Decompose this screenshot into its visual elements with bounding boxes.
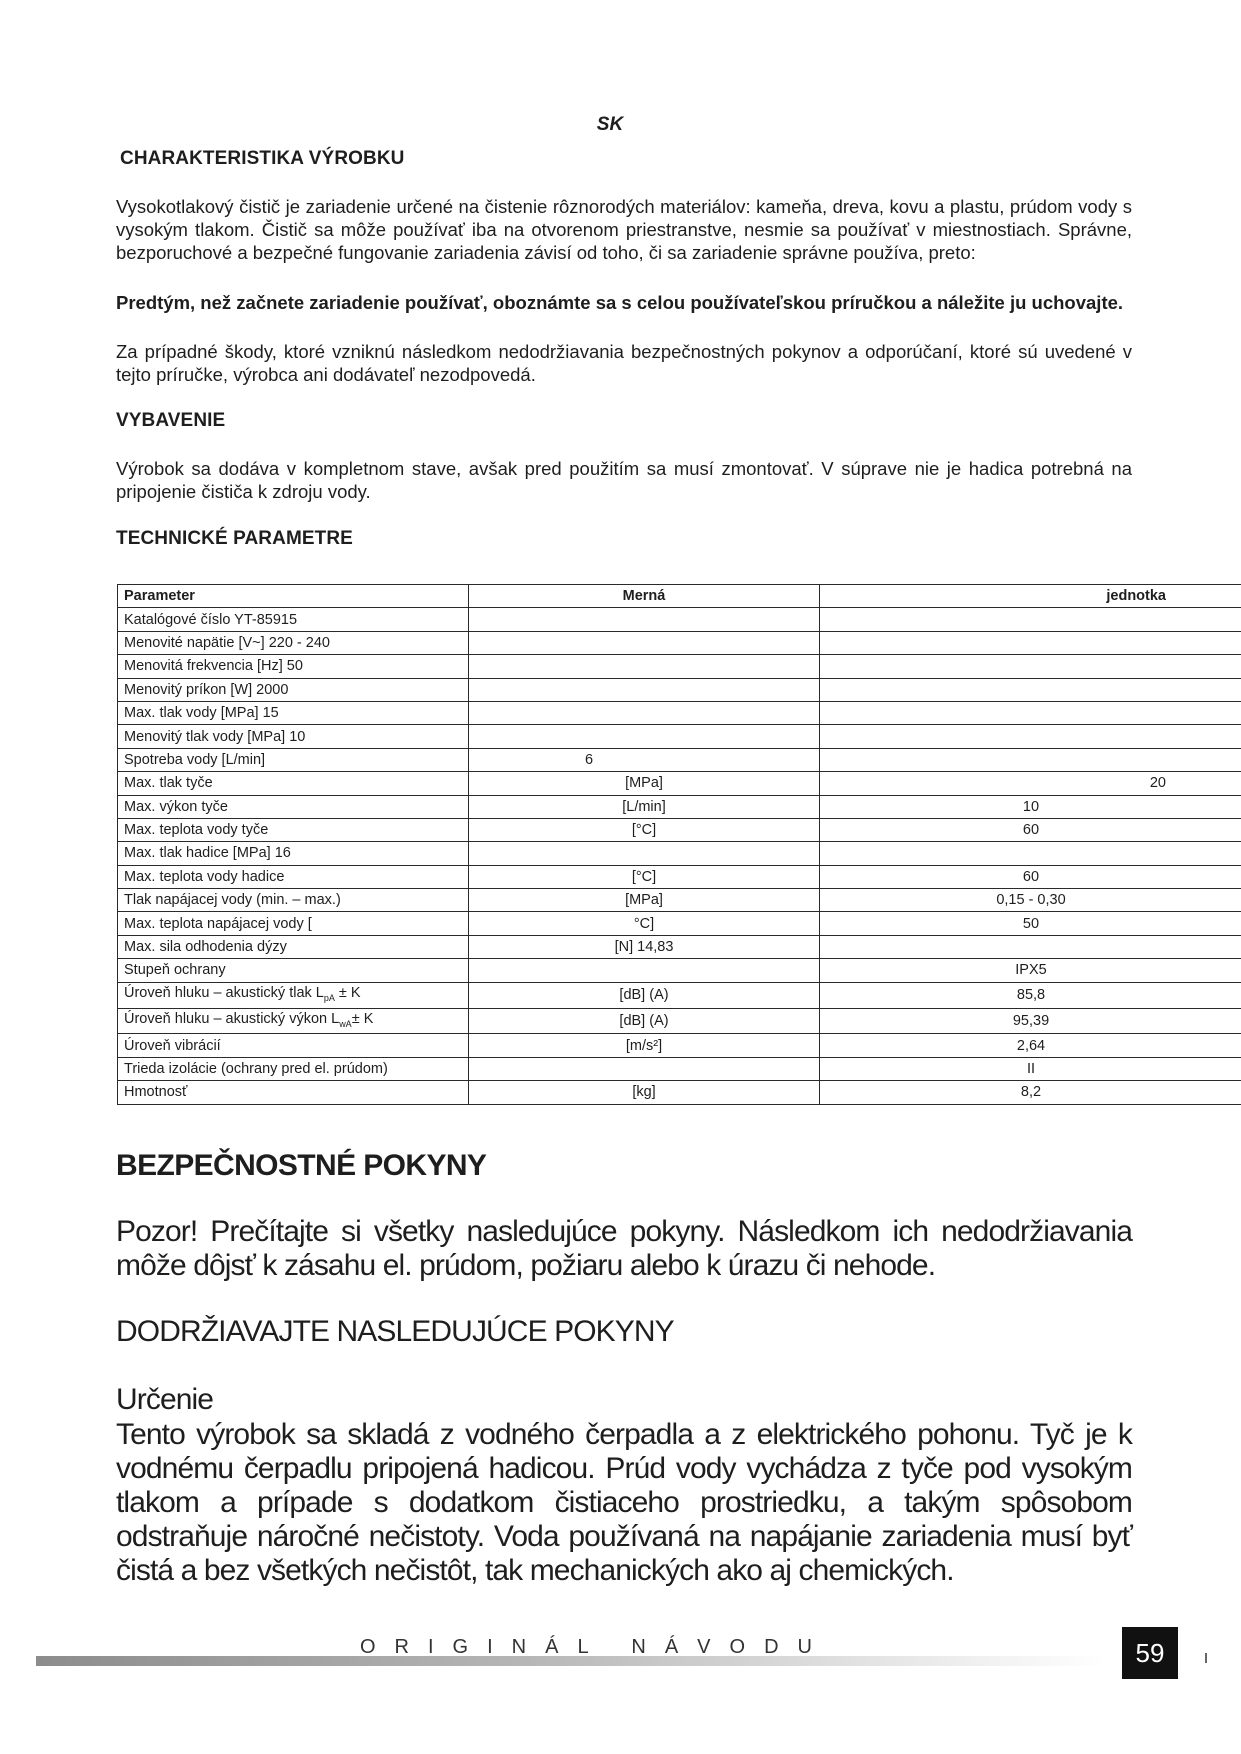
row-unit: [N] 14,83 [469,935,820,958]
row-value: II [820,1057,1241,1080]
row-parameter: Katalógové číslo YT-85915 [118,608,469,631]
row-unit: 6 [469,748,820,771]
table-header-row [118,585,1241,608]
table-row [118,1057,1241,1080]
safety-warning: Pozor! Prečítajte si všetky nasledujúce pokyny. Následkom ich nedodržiavania môže dôjsť k zásahu el. prúdom, požiaru alebo k úrazu či nehode. [116,1215,1132,1282]
row-unit [469,725,820,748]
row-unit: [MPa] [469,772,820,795]
table-row [118,655,1241,678]
characteristics-paragraph: Vysokotlakový čistič je zariadenie určené na čistenie rôznorodých materiálov: kameňa, dreva, kovu a plastu, prúdom vody s vysokým tlakom. Čistič sa môže používať iba na otvorenom priestranstve, nesmie sa používať v miestnostiach. Správne, bezporuchové a bezpečné fungovanie zariadenia závisí od toho, či sa zariadenie správne používa, preto: [116,196,1132,263]
row-unit: [L/min] [469,795,820,818]
footer-original-manual: ORIGINÁL NÁVODU [360,1636,831,1658]
row-unit [469,959,820,982]
row-unit [469,631,820,654]
row-parameter-text: Úroveň hluku – akustický výkon L [124,1010,340,1027]
row-unit [469,842,820,865]
row-parameter: Max. teplota vody hadice [118,865,469,888]
row-unit: [kg] [469,1081,820,1104]
table-row [118,608,1241,631]
row-value: 95,39 [820,1008,1241,1034]
row-value [820,608,1241,631]
row-value: 50 [820,912,1241,935]
technical-parameters-table [117,584,1241,1105]
table-row [118,818,1241,841]
row-unit: [dB] (A) [469,1008,820,1034]
row-parameter: Max. teplota vody tyče [118,818,469,841]
row-parameter: Max. tlak tyče [118,772,469,795]
row-parameter: Spotreba vody [L/min] [118,748,469,771]
row-parameter: Hmotnosť [118,1081,469,1104]
table-row [118,678,1241,701]
table-row [118,959,1241,982]
purpose-title: Určenie [116,1383,214,1416]
row-value [820,631,1241,654]
row-unit [469,655,820,678]
table-row [118,982,1241,1008]
read-manual-note: Predtým, než začnete zariadenie používať, oboznámte sa s celou používateľskou príručkou a náležite ju uchovajte. [116,292,1124,313]
table-row [118,725,1241,748]
row-parameter [118,1008,469,1034]
row-parameter: Trieda izolácie (ochrany pred el. prúdom) [118,1057,469,1080]
header-unit-2: jednotka [820,585,1241,608]
table-row [118,1081,1241,1104]
row-value: 8,2 [820,1081,1241,1104]
row-parameter: Stupeň ochrany [118,959,469,982]
row-value [820,935,1241,958]
table-row [118,935,1241,958]
row-value: 60 [820,865,1241,888]
tolerance-k: ± K [351,1010,374,1027]
row-value: 2,64 [820,1034,1241,1057]
row-parameter: Tlak napájacej vody (min. – max.) [118,889,469,912]
table-row [118,912,1241,935]
table-row [118,889,1241,912]
row-unit: [°C] [469,818,820,841]
row-value: 0,15 - 0,30 [820,889,1241,912]
header-parameter: Parameter [118,585,469,608]
row-parameter: Úroveň vibrácií [118,1034,469,1057]
table-row [118,795,1241,818]
section-title-equipment: VYBAVENIE [116,410,226,431]
row-unit [469,1057,820,1080]
row-parameter: Menovité napätie [V~] 220 - 240 [118,631,469,654]
row-parameter-text: Úroveň hluku – akustický tlak L [124,984,324,1001]
purpose-text: Tento výrobok sa skladá z vodného čerpadla a z elektrického pohonu. Tyč je k vodnému čerpadlu pripojená hadicou. Prúd vody vychádza z tyče pod vysokým tlakom a prípade s dodatkom čistiaceho prostriedku, a takým spôsobom odstraňuje náročné nečistoty. Voda používaná na napájanie zariadenia musí byť čistá a bez všetkých nečistôt, tak mechanických ako aj chemických. [116,1418,1132,1587]
row-parameter: Max. tlak vody [MPa] 15 [118,701,469,724]
row-value [820,701,1241,724]
row-value [820,678,1241,701]
row-unit: [MPa] [469,889,820,912]
liability-paragraph: Za prípadné škody, ktoré vzniknú následkom nedodržiavania bezpečnostných pokynov a odporúčaní, ktoré sú uvedené v tejto príručke, výrobca ani dodávateľ nezodpovedá. [116,341,1132,385]
row-unit [469,608,820,631]
row-parameter: Max. výkon tyče [118,795,469,818]
section-title-safety: BEZPEČNOSTNÉ POKYNY [116,1149,487,1182]
row-value [820,748,1241,771]
row-value: 10 [820,795,1241,818]
table-row [118,1034,1241,1057]
row-parameter: Max. tlak hadice [MPa] 16 [118,842,469,865]
row-unit: [m/s²] [469,1034,820,1057]
table-row [118,701,1241,724]
table-row [118,772,1241,795]
row-value [820,725,1241,748]
section-title-characteristics: CHARAKTERISTIKA VÝROBKU [120,148,405,169]
row-unit [469,678,820,701]
row-unit: [°C] [469,865,820,888]
row-unit [469,701,820,724]
row-parameter: Menovitý tlak vody [MPa] 10 [118,725,469,748]
subscript-pa: pA [323,992,335,1003]
page-edge-mark [1205,1653,1207,1663]
row-parameter: Max. sila odhodenia dýzy [118,935,469,958]
section-title-technical-parameters: TECHNICKÉ PARAMETRE [116,528,353,549]
table-row [118,1008,1241,1034]
row-unit: [dB] (A) [469,982,820,1008]
table-row [118,865,1241,888]
row-value: 20 [820,772,1241,795]
row-value: 85,8 [820,982,1241,1008]
equipment-paragraph: Výrobok sa dodáva v kompletnom stave, avšak pred použitím sa musí zmontovať. V súprave nie je hadica potrebná na pripojenie čističa k zdroju vody. [116,458,1132,502]
row-value [820,655,1241,678]
row-unit: °C] [469,912,820,935]
subscript-wa: wA [339,1018,352,1029]
row-parameter: Menovitý príkon [W] 2000 [118,678,469,701]
row-parameter: Menovitá frekvencia [Hz] 50 [118,655,469,678]
row-parameter: Max. teplota napájacej vody [ [118,912,469,935]
safety-subtitle: DODRŽIAVAJTE NASLEDUJÚCE POKYNY [116,1315,674,1348]
header-unit-1: Merná [469,585,820,608]
row-value [820,842,1241,865]
row-value: IPX5 [820,959,1241,982]
row-value: 60 [820,818,1241,841]
row-parameter [118,982,469,1008]
table-row [118,748,1241,771]
tolerance-k: ± K [338,984,361,1001]
page-number: 59 [1122,1627,1178,1679]
table-row [118,631,1241,654]
language-code: SK [596,114,624,135]
table-row [118,842,1241,865]
